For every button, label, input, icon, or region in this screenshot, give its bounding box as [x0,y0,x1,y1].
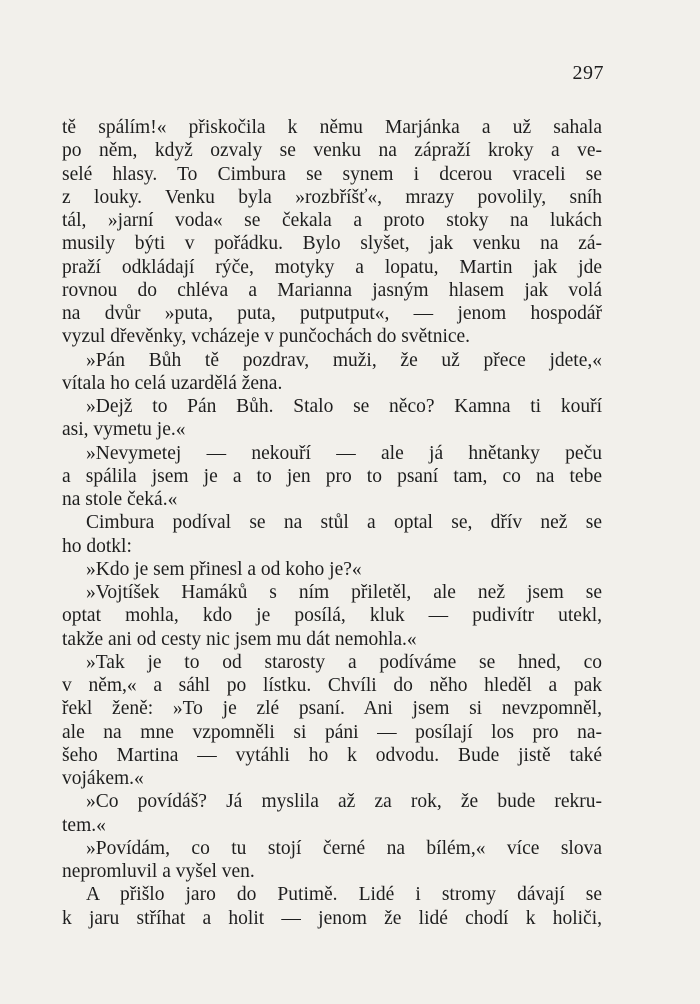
text-line: ho dotkl: [62,535,132,557]
text-line: a spálila jsem je a to jen pro to psaní tam, co na tebe [62,465,602,487]
text-line: řekl ženě: »To je zlé psaní. Ani jsem si nevzpomněl, [62,698,602,720]
text-line: »Tak je to od starosty a podíváme se hned, co [86,651,602,673]
text-line: v něm,« a sáhl po lístku. Chvíli do něho hleděl a pak [62,675,602,696]
text-line: »Pán Bůh tě pozdrav, muži, že už přece jdete,« [86,349,602,371]
text-line: »Dejž to Pán Bůh. Stalo se něco? Kamna ti kouří [86,396,602,417]
text-line: tál, »jarní voda« se čekala a proto stoky na lukách [62,210,602,231]
text-line: selé hlasy. To Cimbura se synem i dcerou vraceli se [62,163,602,185]
text-line: vyzul dřevěnky, vcházeje v punčochách do světnice. [62,326,471,348]
text-line: ale na mne vzpomněli si páni — posílají los pro na- [62,721,602,743]
text-line: »Co povídáš? Já myslila až za rok, že bude rekru- [86,791,602,813]
body-text [62,116,602,930]
text-line: k jaru stříhat a holit — jenom že lidé chodí k holiči, [62,907,602,929]
text-line: »Vojtíšek Hamáků s ním přiletěl, ale než jsem se [86,582,602,603]
text-line: na dvůr »puta, puta, putputput«, — jenom hospodář [62,303,602,324]
text-line: po něm, když ozvaly se venku na zápraží kroky a ve- [62,140,602,162]
text-line: tě spálím!« přiskočila k němu Marjánka a už sahala [62,117,602,138]
text-line: na stole čeká.« [62,489,178,510]
text-line: Cimbura podíval se na stůl a optal se, dřív než se [86,512,602,534]
text-line: vítala ho celá uzardělá žena. [62,372,283,394]
page-number: 297 [572,62,604,84]
text-line: praží odkládají rýče, motyky a lopatu, Martin jak jde [62,256,602,278]
text-line: optat mohla, kdo je posílá, kluk — pudivítr utekl, [62,605,602,627]
text-line: vojákem.« [62,768,144,789]
text-line: z louky. Venku byla »rozbříšť«, mrazy povolily, sníh [62,186,602,208]
text-line: musily býti v pořádku. Bylo slyšet, jak venku na zá- [62,233,602,255]
text-line: »Povídám, co tu stojí černé na bílém,« více slova [86,837,602,859]
text-line: »Kdo je sem přinesl a od koho je?« [86,558,362,580]
text-line: tem.« [62,814,106,836]
text-line: »Nevymetej — nekouří — ale já hnětanky peču [86,442,602,464]
text-line: rovnou do chléva a Marianna jasným hlasem jak volá [62,279,602,301]
text-line: A přišlo jaro do Putimě. Lidé i stromy dávají se [86,884,602,906]
text-line: nepromluvil a vyšel ven. [62,861,255,882]
text-line: šeho Martina — vytáhli ho k odvodu. Bude jistě také [62,744,602,766]
text-line: asi, vymetu je.« [62,419,186,441]
text-line: takže ani od cesty nic jsem mu dát nemohla.« [62,628,417,650]
